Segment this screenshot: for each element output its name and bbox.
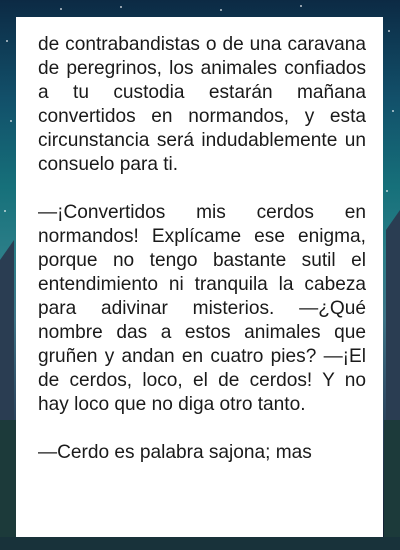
paragraph-2: —¡Convertidos mis cerdos en normandos! Explícame ese enigma, porque no tengo bastante sutil el entendimiento ni tranquila la cabeza para adivinar misterios. —¿Qué nombre das a estos animales que gruñen y andan en cuatro pies? —¡El de cerdos, loco, el de cerdos! Y no hay loco que no diga otro tanto.: [38, 202, 366, 415]
paragraph-3: —Cerdo es palabra sajona; mas: [38, 442, 312, 463]
reading-panel: [16, 17, 383, 537]
paragraph-1: de contrabandistas o de una caravana de peregrinos, los animales confiados a tu custodia estarán mañana convertidos en normandos, y esta circunstancia será indudablemente un consuelo para ti.: [38, 34, 366, 175]
